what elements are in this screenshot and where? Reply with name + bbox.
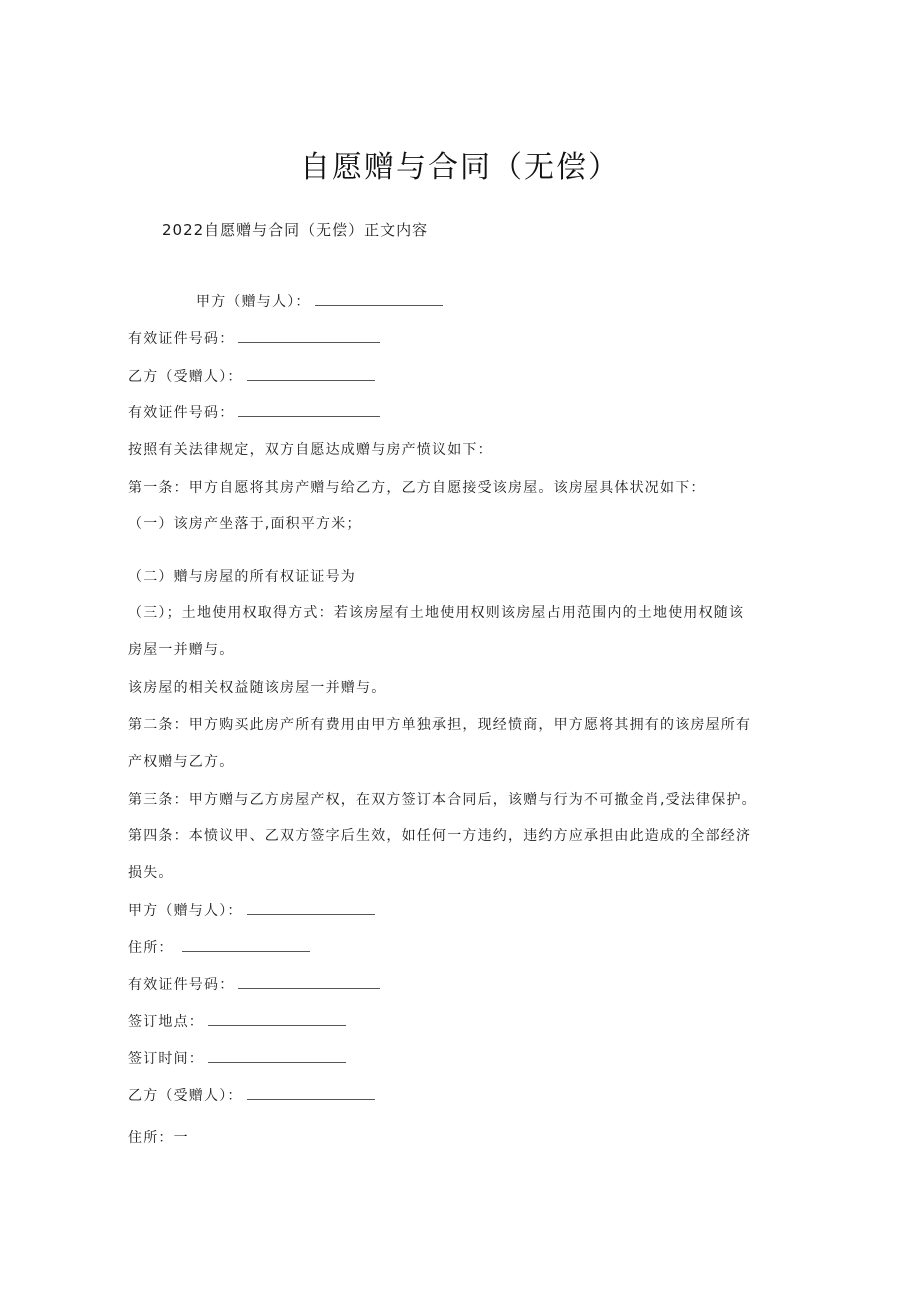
sign-id-blank <box>238 975 380 989</box>
party-a-line <box>196 292 443 311</box>
party-a-id-label: 有效证件号码： <box>128 331 235 347</box>
article-1-item-3-cont: 房屋一并赠与。 <box>128 642 235 658</box>
document-subtitle: 2022自愿赠与合同（无偿）正文内容 <box>162 221 429 239</box>
article-4-cont: 损失。 <box>128 865 174 881</box>
preamble-line: 按照有关法律规定，双方自愿达成赠与房产愤议如下： <box>128 442 493 458</box>
sign-place-label: 签订地点： <box>128 1014 204 1030</box>
party-a-id-line <box>128 329 380 348</box>
sign-address-a-blank <box>182 938 310 952</box>
party-a-id-blank <box>238 329 380 343</box>
party-b-id-line <box>128 403 380 422</box>
party-a-label: 甲方（赠与人）： <box>196 294 311 310</box>
article-1-line: 第一条：甲方自愿将其房产赠与给乙方，乙方自愿接受该房屋。该房屋具体状况如下： <box>128 480 706 496</box>
sign-date-blank <box>208 1049 346 1063</box>
sign-party-b-label: 乙方（受赠人）： <box>128 1088 243 1104</box>
sign-date-line <box>128 1049 346 1068</box>
party-b-id-label: 有效证件号码： <box>128 405 235 421</box>
sign-party-b-line <box>128 1086 375 1105</box>
article-2-line: 第二条：甲方购买此房产所有费用由甲方单独承担，现经愤商，甲方愿将其拥有的该房屋所有 <box>128 717 752 733</box>
article-2-cont: 产权赠与乙方。 <box>128 754 235 770</box>
sign-place-line <box>128 1012 346 1031</box>
sign-address-b-line: 住所：一 <box>128 1130 189 1146</box>
sign-id-line <box>128 975 380 994</box>
sign-party-b-blank <box>247 1086 375 1100</box>
sign-place-blank <box>208 1012 346 1026</box>
article-1-item-1: （一）该房产坐落于,面积平方米； <box>128 516 362 532</box>
sign-party-a-line <box>128 901 375 920</box>
party-b-label: 乙方（受赠人）： <box>128 369 243 385</box>
document-title: 自愿赠与合同（无偿） <box>300 150 620 185</box>
party-b-blank <box>247 367 375 381</box>
article-1-item-3: （三）；土地使用权取得方式：若该房屋有土地使用权则该房屋占用范围内的土地使用权随该 <box>128 605 745 621</box>
article-1-item-2: （二）赠与房屋的所有权证证号为 <box>128 569 356 585</box>
sign-address-a-line <box>128 938 310 957</box>
party-b-id-blank <box>238 403 380 417</box>
sign-party-a-label: 甲方（赠与人）： <box>128 903 243 919</box>
rights-line: 该房屋的相关权益随该房屋一并赠与。 <box>128 680 387 696</box>
sign-date-label: 签订时间： <box>128 1051 204 1067</box>
sign-id-label: 有效证件号码： <box>128 977 235 993</box>
sign-address-a-label: 住所： <box>128 940 174 956</box>
sign-party-a-blank <box>247 901 375 915</box>
article-3-line: 第三条：甲方赠与乙方房屋产权，在双方签订本合同后，该赠与行为不可撤金肖,受法律保护。 <box>128 792 757 808</box>
party-b-line <box>128 367 375 386</box>
article-4-line: 第四条：本愤议甲、乙双方签字后生效，如任何一方违约，违约方应承担由此造成的全部经济 <box>128 828 752 844</box>
party-a-blank <box>315 292 443 306</box>
